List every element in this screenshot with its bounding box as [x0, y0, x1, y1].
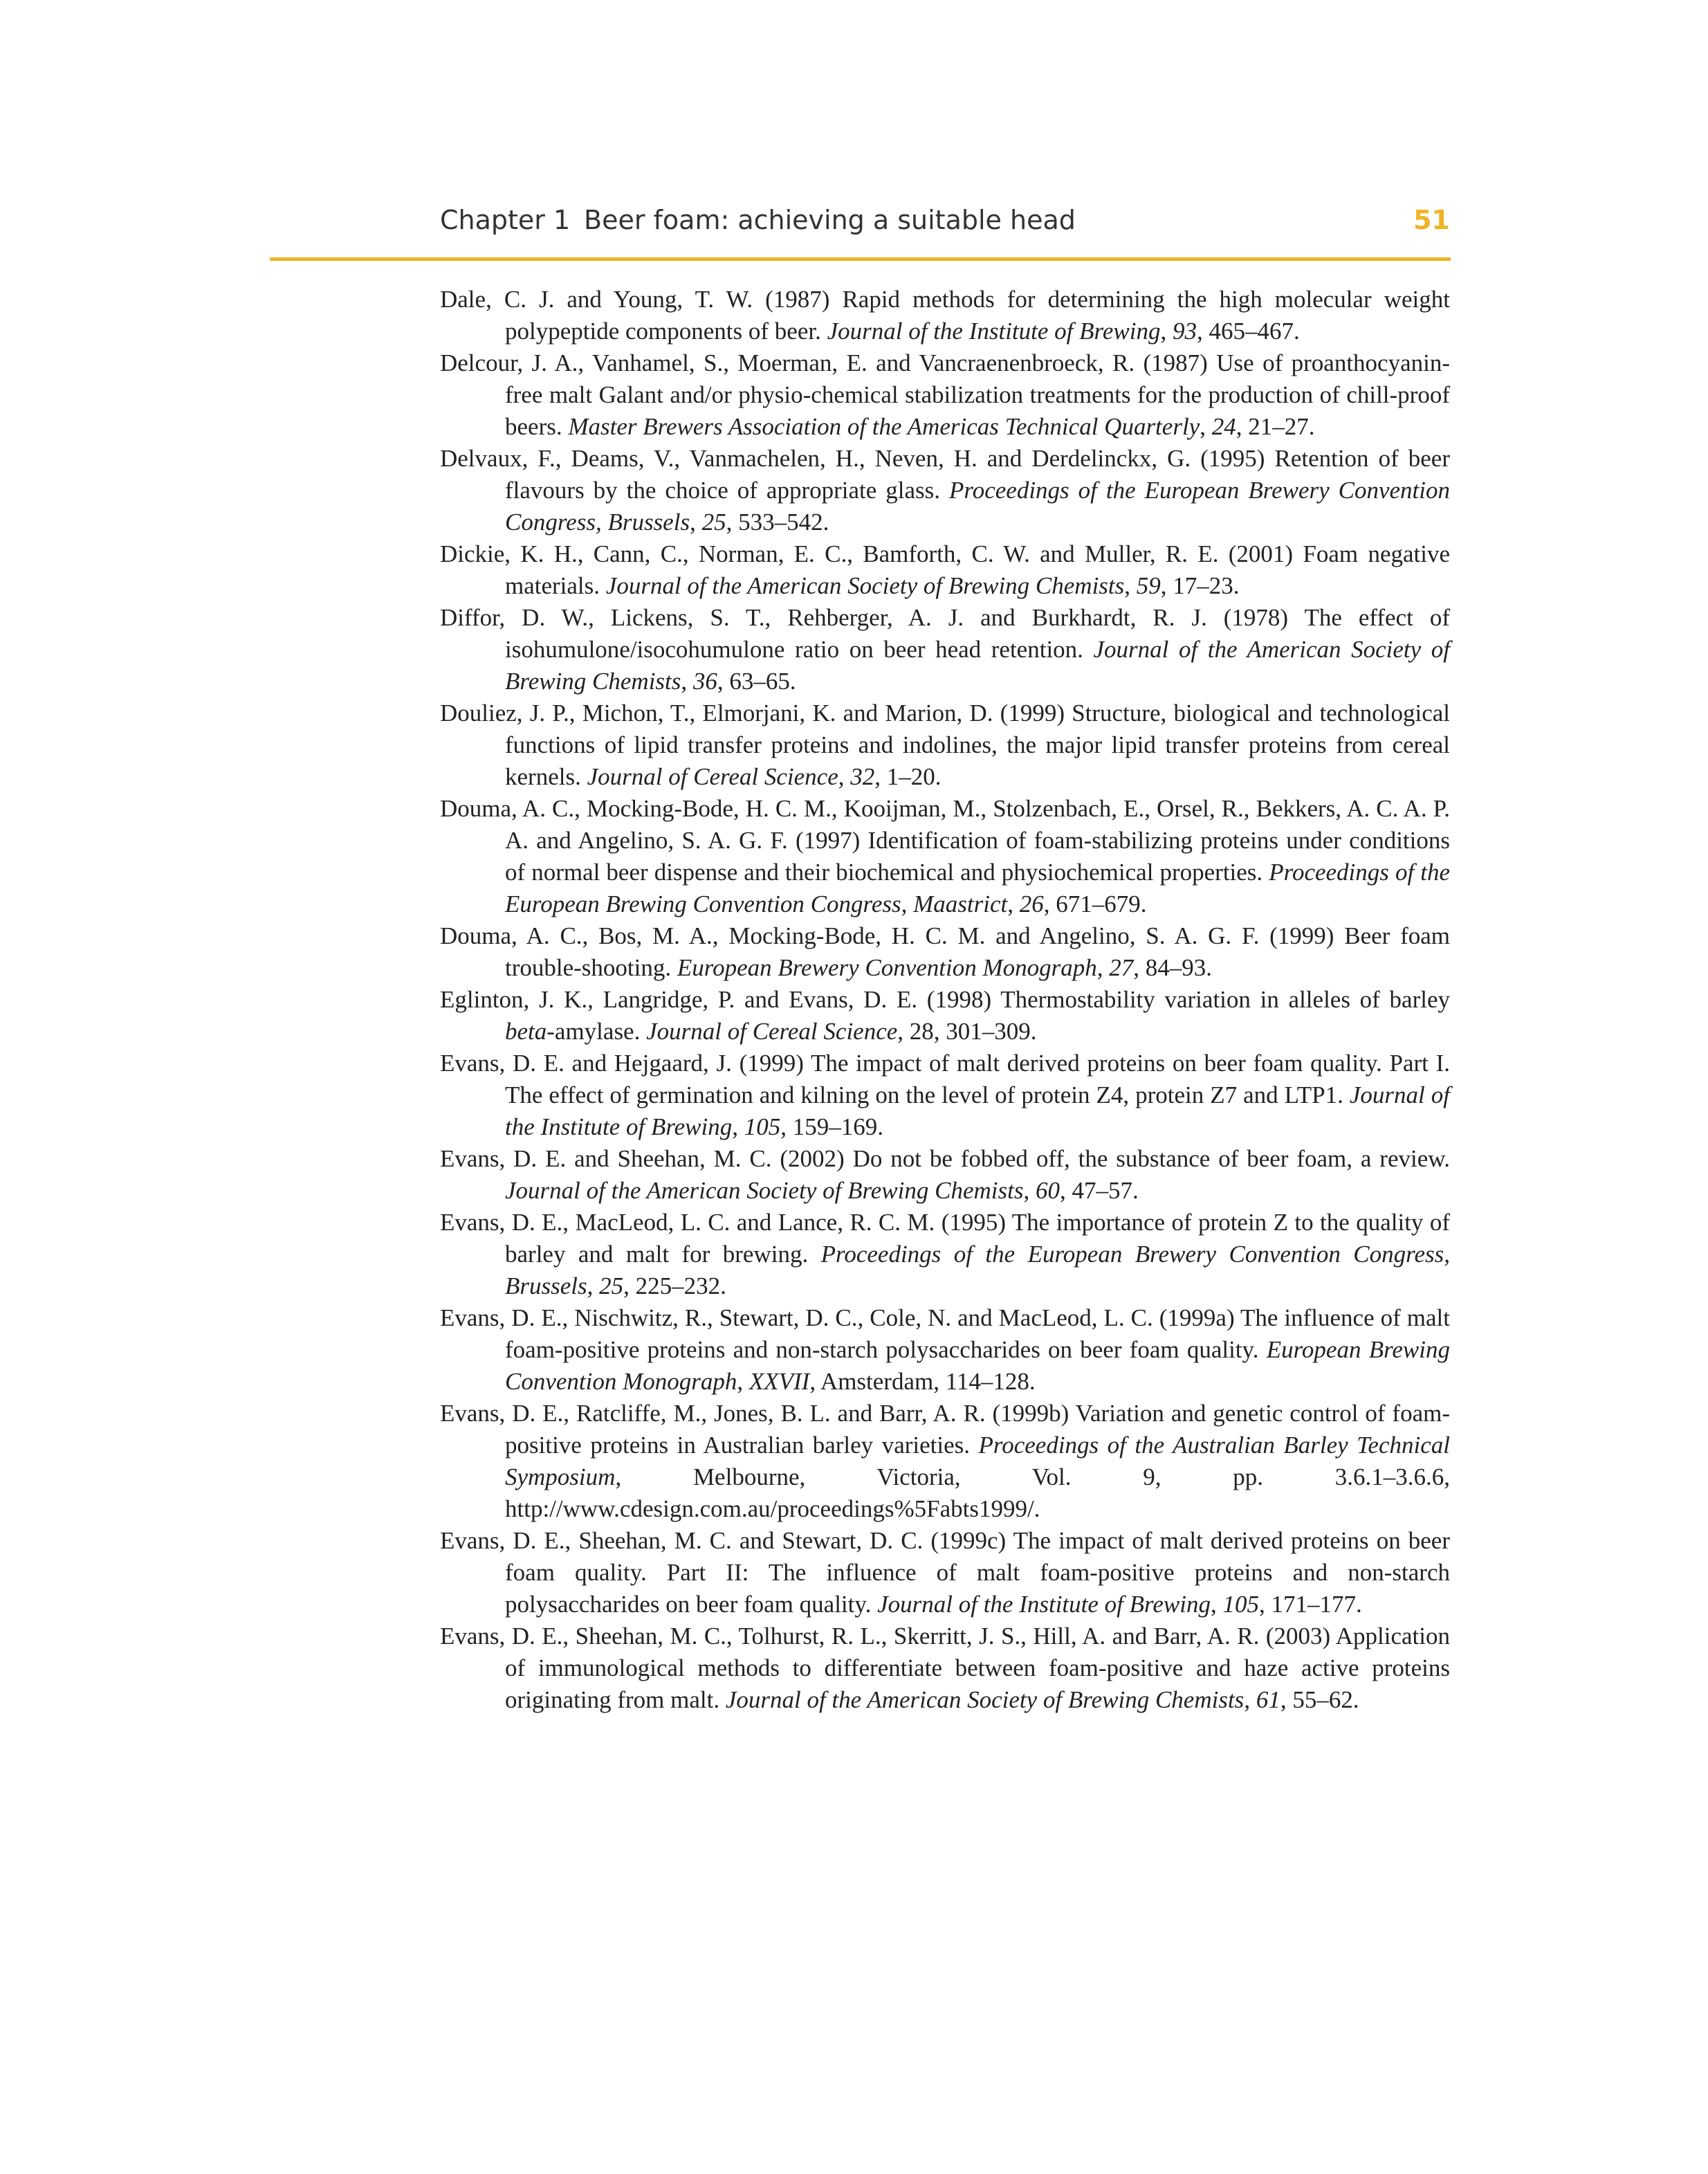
reference-volume: 59 — [1136, 572, 1161, 599]
reference-volume: 93 — [1172, 318, 1197, 345]
reference-separator — [1103, 954, 1110, 981]
reference-text: Evans, D. E. and Hejgaard, J. (1999) The impact of malt derived proteins on beer foam quality. Part I. The effect of germination and kilning on the level of protein Z4, protein Z7 and LTP1. — [440, 1050, 1450, 1108]
reference-pages: , 17–23. — [1160, 572, 1240, 599]
reference-volume: 26 — [1019, 890, 1044, 917]
reference-source: Journal of the American Society of Brewing Chemists — [505, 1177, 1024, 1204]
header-rule — [270, 257, 1451, 261]
reference-pages: , 28, 301–309. — [897, 1018, 1037, 1045]
reference-source: Journal of Cereal Science — [587, 763, 838, 790]
reference-source: Journal of the Institute of Brewing — [505, 1081, 1450, 1140]
reference-entry — [440, 1302, 1450, 1398]
reference-text: Evans, D. E., MacLeod, L. C. and Lance, R. C. M. (1995) The importance of protein Z to the quality of barley and malt for brewing. — [440, 1209, 1450, 1268]
reference-pages: , 1–20. — [874, 763, 942, 790]
reference-entry — [440, 538, 1450, 602]
reference-text: Evans, D. E. and Sheehan, M. C. (2002) Do not be fobbed off, the substance of beer foam, a review. — [440, 1145, 1450, 1172]
chapter-title: Beer foam: achieving a suitable head — [584, 205, 1076, 235]
reference-separator: , — [1244, 1686, 1256, 1713]
reference-source: Proceedings of the European Brewing Convention Congress, Maastrict — [505, 859, 1450, 917]
reference-text: Diffor, D. W., Lickens, S. T., Rehberger, A. J. and Burkhardt, R. J. (1978) The effect of isohumulone/isocohumulone ratio on beer head retention. — [440, 604, 1450, 663]
reference-volume: XXVII — [749, 1368, 810, 1395]
reference-separator: , — [1007, 890, 1020, 917]
reference-text: Evans, D. E., Sheehan, M. C. and Stewart, D. C. (1999c) The impact of malt derived proteins on beer foam quality. Part II: The influence of malt foam-positive proteins and non-starch polysaccharides on beer foam quality. — [440, 1527, 1450, 1618]
reference-separator: , — [615, 1463, 693, 1490]
reference-source: Journal of the Institute of Brewing — [827, 318, 1161, 345]
reference-pages: , 225–232. — [623, 1272, 726, 1299]
reference-text: Dale, C. J. and Young, T. W. (1987) Rapid methods for determining the high molecular weight polypeptide components of beer. — [440, 286, 1450, 345]
reference-pages: , 171–177. — [1258, 1591, 1362, 1618]
reference-volume: 25 — [701, 509, 726, 536]
reference-text: Evans, D. E., Ratcliffe, M., Jones, B. L. and Barr, A. R. (1999b) Variation and genetic control of foam-positive proteins in Australian barley varieties. — [440, 1400, 1450, 1459]
reference-pages: , 671–679. — [1043, 890, 1147, 917]
reference-pages: , 465–467. — [1196, 318, 1300, 345]
reference-volume: 25 — [599, 1272, 624, 1299]
reference-separator: , — [1160, 318, 1173, 345]
reference-source: Proceedings of the European Brewery Convention Congress, Brussels — [505, 1241, 1450, 1299]
reference-pages: , 47–57. — [1059, 1177, 1139, 1204]
reference-volume: 32 — [850, 763, 875, 790]
reference-entry — [440, 347, 1450, 443]
reference-source: Master Brewers Association of the Americas Technical Quarterly — [568, 413, 1200, 440]
reference-text: Douma, A. C., Bos, M. A., Mocking-Bode, H. C. M. and Angelino, S. A. G. F. (1999) Beer foam trouble-shooting. — [440, 922, 1450, 981]
reference-separator: , — [1200, 413, 1212, 440]
chapter-label: Chapter 1 — [440, 205, 571, 235]
reference-separator: , — [1023, 1177, 1036, 1204]
reference-separator: , — [681, 668, 693, 695]
reference-source: Journal of the American Society of Brewing Chemists — [605, 572, 1125, 599]
reference-text: Delcour, J. A., Vanhamel, S., Moerman, E. and Vancraenenbroeck, R. (1987) Use of proanthocyanin-free malt Galant and/or physio-chemical stabilization treatments for the production of chill-proof beers. — [440, 349, 1450, 440]
reference-volume: 105 — [1222, 1591, 1259, 1618]
reference-pages: , 533–542. — [726, 509, 829, 536]
reference-entry — [440, 1620, 1450, 1716]
reference-separator: , — [1210, 1591, 1223, 1618]
reference-source: European Brewing Convention Monograph — [505, 1336, 1450, 1395]
reference-entry — [440, 1525, 1450, 1620]
reference-entry — [440, 1207, 1450, 1302]
reference-separator: -amylase. — [547, 1018, 647, 1045]
reference-pages: , Amsterdam, 114–128. — [809, 1368, 1036, 1395]
reference-text: Evans, D. E., Nischwitz, R., Stewart, D. C., Cole, N. and MacLeod, L. C. (1999a) The influence of malt foam-positive proteins and non-starch polysaccharides on beer foam quality. — [440, 1304, 1450, 1363]
reference-text: Eglinton, J. K., Langridge, P. and Evans, D. E. (1998) Thermostability variation in alleles of barley — [440, 986, 1450, 1013]
reference-volume: 105 — [744, 1113, 781, 1140]
reference-list — [440, 284, 1450, 1716]
reference-pages: , 55–62. — [1280, 1686, 1359, 1713]
reference-entry — [440, 284, 1450, 347]
reference-entry — [440, 602, 1450, 697]
reference-source: Proceedings of the European Brewery Convention Congress, Brussels — [505, 477, 1450, 536]
reference-volume: Journal of Cereal Science — [646, 1018, 898, 1045]
reference-volume: 61 — [1256, 1686, 1280, 1713]
reference-pages: , 84–93. — [1133, 954, 1213, 981]
reference-volume: 24 — [1211, 413, 1236, 440]
reference-separator: , — [587, 1272, 600, 1299]
reference-source: Proceedings of the Australian Barley Technical Symposium — [505, 1432, 1450, 1490]
reference-separator: , — [737, 1368, 749, 1395]
reference-text: Dickie, K. H., Cann, C., Norman, E. C., Bamforth, C. W. and Muller, R. E. (2001) Foam negative materials. — [440, 540, 1450, 599]
reference-pages: Melbourne, Victoria, Vol. 9, pp. 3.6.1–3.6.6, http://www.cdesign.com.au/proceedings%5Fabts1999/. — [505, 1463, 1450, 1522]
reference-pages: , 21–27. — [1236, 413, 1315, 440]
reference-entry — [440, 697, 1450, 793]
reference-entry — [440, 1048, 1450, 1143]
reference-volume: 36 — [692, 668, 717, 695]
reference-entry — [440, 1398, 1450, 1525]
reference-pages: , 63–65. — [717, 668, 796, 695]
reference-text: Evans, D. E., Sheehan, M. C., Tolhurst, R. L., Skerritt, J. S., Hill, A. and Barr, A. R. (2003) Application of immunological methods to differentiate between foam-positive and haze active proteins originating from malt. — [440, 1623, 1450, 1713]
reference-volume: 27 — [1109, 954, 1134, 981]
reference-text: Delvaux, F., Deams, V., Vanmachelen, H., Neven, H. and Derdelinckx, G. (1995) Retention of beer flavours by the choice of appropriate glass. — [440, 445, 1450, 504]
reference-separator: , — [1124, 572, 1137, 599]
reference-pages: , 159–169. — [780, 1113, 883, 1140]
reference-source: European Brewery Convention Monograph, — [677, 954, 1103, 981]
reference-entry — [440, 443, 1450, 538]
reference-text: Douliez, J. P., Michon, T., Elmorjani, K. and Marion, D. (1999) Structure, biological and technological functions of lipid transfer proteins and indolines, the major lipid transfer proteins from cereal kernels. — [440, 700, 1450, 790]
reference-source: Journal of the American Society of Brewing Chemists — [725, 1686, 1245, 1713]
reference-entry — [440, 920, 1450, 984]
reference-separator: , — [732, 1113, 744, 1140]
reference-source: Journal of the American Society of Brewing Chemists — [505, 636, 1450, 695]
reference-separator: , — [690, 509, 702, 536]
page-number: 51 — [1413, 205, 1450, 235]
running-header — [440, 205, 1450, 246]
reference-text: Douma, A. C., Mocking-Bode, H. C. M., Kooijman, M., Stolzenbach, E., Orsel, R., Bekkers, A. C. A. P. A. and Angelino, S. A. G. F. (1997) Identification of foam-stabilizing proteins under conditions of normal beer dispense and their biochemical and physiochemical properties. — [440, 795, 1450, 886]
reference-entry — [440, 984, 1450, 1048]
reference-source: Journal of the Institute of Brewing — [877, 1591, 1211, 1618]
reference-entry — [440, 1143, 1450, 1207]
reference-source: beta — [505, 1018, 547, 1045]
reference-volume: 60 — [1035, 1177, 1060, 1204]
reference-separator: , — [838, 763, 851, 790]
reference-entry — [440, 793, 1450, 920]
